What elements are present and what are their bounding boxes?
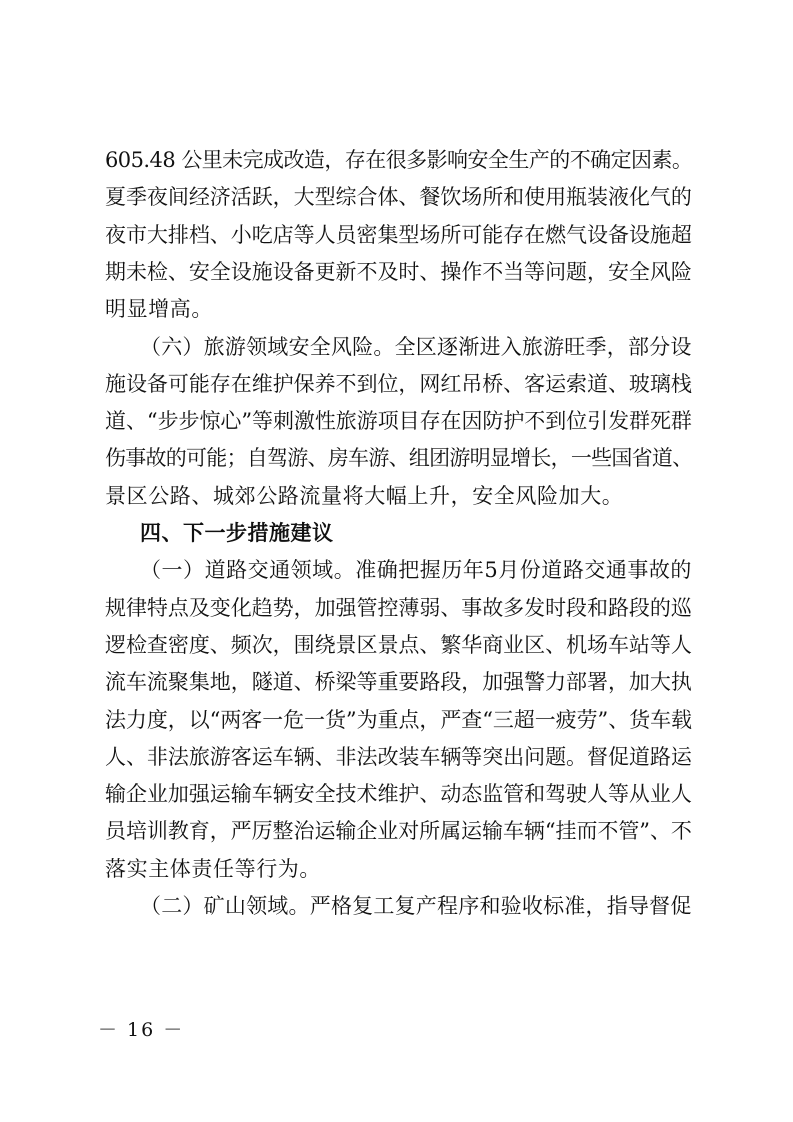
text-line-8: 道、“步步惊心”等刺激性旅游项目存在因防护不到位引发群死群: [105, 409, 692, 433]
text-line-4: 期未检、安全设施设备更新不及时、操作不当等问题，安全风险: [105, 260, 692, 284]
text-line-14: 逻检查密度、频次，围绕景区景点、繁华商业区、机场车站等人: [105, 633, 692, 657]
page-number: － 16 －: [98, 1019, 185, 1041]
text-line-1: 605.48 公里未完成改造，存在很多影响安全生产的不确定因素。: [105, 148, 693, 172]
text-line-2: 夏季夜间经济活跃，大型综合体、餐饮场所和使用瓶装液化气的: [105, 185, 692, 209]
text-line-21: （二）矿山领域。严格复工复产程序和验收标准，指导督促: [140, 894, 692, 918]
text-line-9: 伤事故的可能；自驾游、房车游、组团游明显增长，一些国省道、: [105, 446, 693, 470]
text-line-10: 景区公路、城郊公路流量将大幅上升，安全风险加大。: [105, 484, 624, 508]
text-line-18: 输企业加强运输车辆安全技术维护、动态监管和驾驶人等从业人: [105, 782, 692, 806]
text-line-15: 流车流聚集地，隧道、桥梁等重要路段，加强警力部署，加大执: [105, 670, 692, 694]
text-line-13: 规律特点及变化趋势，加强管控薄弱、事故多发时段和路段的巡: [105, 596, 692, 620]
text-line-3: 夜市大排档、小吃店等人员密集型场所可能存在燃气设备设施超: [105, 223, 692, 247]
text-line-16: 法力度，以“两客一危一货”为重点，严查“三超一疲劳”、货车载: [105, 708, 692, 732]
section-heading: 四、下一步措施建议: [140, 521, 334, 545]
text-line-12: （一）道路交通领域。准确把握历年5月份道路交通事故的: [140, 558, 692, 582]
text-line-20: 落实主体责任等行为。: [105, 857, 321, 881]
text-line-7: 施设备可能存在维护保养不到位，网红吊桥、客运索道、玻璃栈: [105, 372, 692, 396]
text-line-6: （六）旅游领域安全风险。全区逐渐进入旅游旺季，部分设: [140, 335, 692, 359]
text-line-19: 员培训教育，严厉整治运输企业对所属运输车辆“挂而不管”、不: [105, 819, 692, 843]
text-line-17: 人、非法旅游客运车辆、非法改装车辆等突出问题。督促道路运: [105, 745, 692, 769]
text-line-5: 明显增高。: [105, 297, 213, 321]
